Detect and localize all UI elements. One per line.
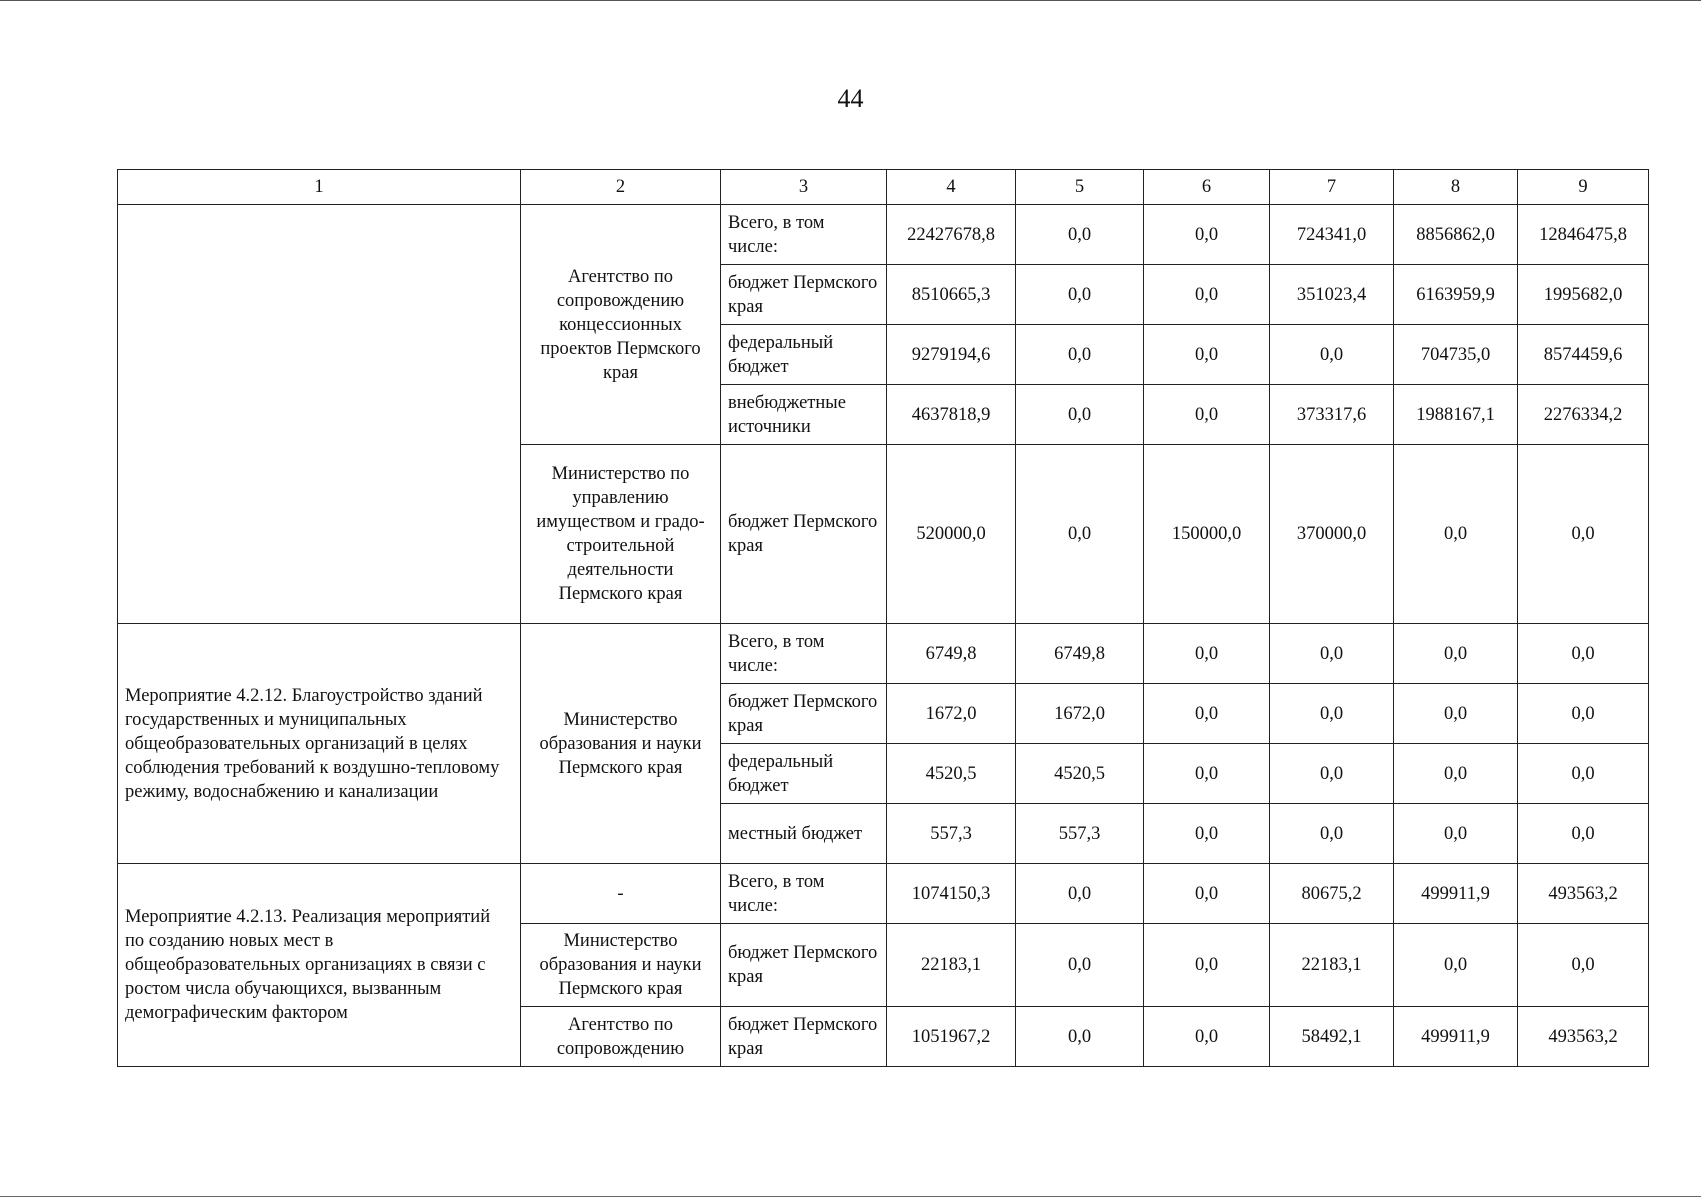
funding-source-cell: Всего, в том числе: <box>721 624 887 684</box>
value-cell: 0,0 <box>1016 385 1144 445</box>
value-cell: 0,0 <box>1016 325 1144 385</box>
value-cell: 0,0 <box>1144 385 1270 445</box>
value-cell: 0,0 <box>1016 445 1144 624</box>
funding-source-cell: Всего, в том числе: <box>721 864 887 924</box>
value-cell: 8574459,6 <box>1518 325 1649 385</box>
value-cell: 557,3 <box>1016 804 1144 864</box>
funding-source-cell: федеральный бюджет <box>721 744 887 804</box>
value-cell: 0,0 <box>1518 624 1649 684</box>
column-number: 1 <box>118 170 521 205</box>
value-cell: 4520,5 <box>887 744 1016 804</box>
value-cell: 0,0 <box>1144 205 1270 265</box>
column-number: 2 <box>521 170 721 205</box>
funding-source-cell: бюджет Пермского края <box>721 1007 887 1067</box>
value-cell: 0,0 <box>1394 445 1518 624</box>
column-number-row <box>118 170 1649 205</box>
value-cell: 0,0 <box>1144 924 1270 1007</box>
value-cell: 0,0 <box>1394 744 1518 804</box>
value-cell: 6749,8 <box>1016 624 1144 684</box>
page-number: 44 <box>837 84 864 113</box>
value-cell: 1995682,0 <box>1518 265 1649 325</box>
funding-source-cell: местный бюджет <box>721 804 887 864</box>
value-cell: 80675,2 <box>1270 864 1394 924</box>
value-cell: 0,0 <box>1144 265 1270 325</box>
funding-source-cell: бюджет Пермского края <box>721 445 887 624</box>
value-cell: 6163959,9 <box>1394 265 1518 325</box>
column-number: 9 <box>1518 170 1649 205</box>
value-cell: 0,0 <box>1394 804 1518 864</box>
value-cell: 499911,9 <box>1394 864 1518 924</box>
value-cell: 12846475,8 <box>1518 205 1649 265</box>
funding-source-cell: бюджет Пермского края <box>721 924 887 1007</box>
agency-cell: Министерство образования и науки Пермского края <box>521 924 721 1007</box>
column-number: 5 <box>1016 170 1144 205</box>
value-cell: 373317,6 <box>1270 385 1394 445</box>
value-cell: 58492,1 <box>1270 1007 1394 1067</box>
value-cell: 22427678,8 <box>887 205 1016 265</box>
value-cell: 4520,5 <box>1016 744 1144 804</box>
page-top-edge <box>0 0 1701 1</box>
value-cell: 2276334,2 <box>1518 385 1649 445</box>
value-cell: 0,0 <box>1270 804 1394 864</box>
value-cell: 8510665,3 <box>887 265 1016 325</box>
agency-cell: Министерство по управлению имуществом и градо- строительной деятельности Пермского края <box>521 445 721 624</box>
value-cell: 0,0 <box>1016 205 1144 265</box>
value-cell: 0,0 <box>1144 1007 1270 1067</box>
value-cell: 0,0 <box>1518 744 1649 804</box>
value-cell: 0,0 <box>1016 1007 1144 1067</box>
value-cell: 22183,1 <box>887 924 1016 1007</box>
value-cell: 0,0 <box>1144 325 1270 385</box>
value-cell: 0,0 <box>1144 804 1270 864</box>
value-cell: 1074150,3 <box>887 864 1016 924</box>
value-cell: 0,0 <box>1270 684 1394 744</box>
value-cell: 8856862,0 <box>1394 205 1518 265</box>
value-cell: 1672,0 <box>1016 684 1144 744</box>
value-cell: 0,0 <box>1016 265 1144 325</box>
agency-dash-cell: - <box>521 864 721 924</box>
value-cell: 520000,0 <box>887 445 1016 624</box>
value-cell: 0,0 <box>1394 924 1518 1007</box>
budget-table <box>117 169 1649 1067</box>
column-number: 7 <box>1270 170 1394 205</box>
value-cell: 0,0 <box>1144 624 1270 684</box>
value-cell: 0,0 <box>1518 804 1649 864</box>
value-cell: 1051967,2 <box>887 1007 1016 1067</box>
column-number: 3 <box>721 170 887 205</box>
column-number: 8 <box>1394 170 1518 205</box>
event-cell-empty <box>118 205 521 624</box>
value-cell: 4637818,9 <box>887 385 1016 445</box>
value-cell: 0,0 <box>1144 864 1270 924</box>
column-number: 4 <box>887 170 1016 205</box>
agency-cell: Министерство образования и науки Пермского края <box>521 624 721 864</box>
funding-source-cell: Всего, в том числе: <box>721 205 887 265</box>
column-number: 6 <box>1144 170 1270 205</box>
value-cell: 0,0 <box>1518 684 1649 744</box>
value-cell: 9279194,6 <box>887 325 1016 385</box>
value-cell: 150000,0 <box>1144 445 1270 624</box>
value-cell: 0,0 <box>1144 684 1270 744</box>
event-cell: Мероприятие 4.2.13. Реализация мероприятий по созданию новых мест в общеобразовательных организациях в связи с ростом числа обучающихся, вызванным демографическим фактором <box>118 864 521 1067</box>
value-cell: 557,3 <box>887 804 1016 864</box>
value-cell: 499911,9 <box>1394 1007 1518 1067</box>
value-cell: 0,0 <box>1270 744 1394 804</box>
value-cell: 1672,0 <box>887 684 1016 744</box>
value-cell: 22183,1 <box>1270 924 1394 1007</box>
value-cell: 0,0 <box>1518 924 1649 1007</box>
table-row <box>118 864 1649 924</box>
value-cell: 0,0 <box>1394 624 1518 684</box>
value-cell: 493563,2 <box>1518 864 1649 924</box>
agency-cell: Агентство по сопровождению <box>521 1007 721 1067</box>
funding-source-cell: федеральный бюджет <box>721 325 887 385</box>
value-cell: 704735,0 <box>1394 325 1518 385</box>
value-cell: 370000,0 <box>1270 445 1394 624</box>
value-cell: 0,0 <box>1144 744 1270 804</box>
value-cell: 0,0 <box>1270 325 1394 385</box>
value-cell: 0,0 <box>1016 924 1144 1007</box>
funding-source-cell: бюджет Пермского края <box>721 265 887 325</box>
value-cell: 6749,8 <box>887 624 1016 684</box>
value-cell: 1988167,1 <box>1394 385 1518 445</box>
value-cell: 0,0 <box>1518 445 1649 624</box>
value-cell: 0,0 <box>1016 864 1144 924</box>
value-cell: 0,0 <box>1394 684 1518 744</box>
event-cell: Мероприятие 4.2.12. Благоустройство зданий государственных и муниципальных общеобразовательных организаций в целях соблюдения требований к воздушно-тепловому режиму, водоснабжению и канализации <box>118 624 521 864</box>
table-row <box>118 205 1649 265</box>
agency-cell: Агентство по сопровождению концессионных проектов Пермского края <box>521 205 721 445</box>
value-cell: 0,0 <box>1270 624 1394 684</box>
funding-source-cell: внебюджетные источники <box>721 385 887 445</box>
funding-source-cell: бюджет Пермского края <box>721 684 887 744</box>
value-cell: 351023,4 <box>1270 265 1394 325</box>
value-cell: 724341,0 <box>1270 205 1394 265</box>
table-row <box>118 624 1649 684</box>
page-bottom-edge <box>0 1196 1701 1197</box>
value-cell: 493563,2 <box>1518 1007 1649 1067</box>
